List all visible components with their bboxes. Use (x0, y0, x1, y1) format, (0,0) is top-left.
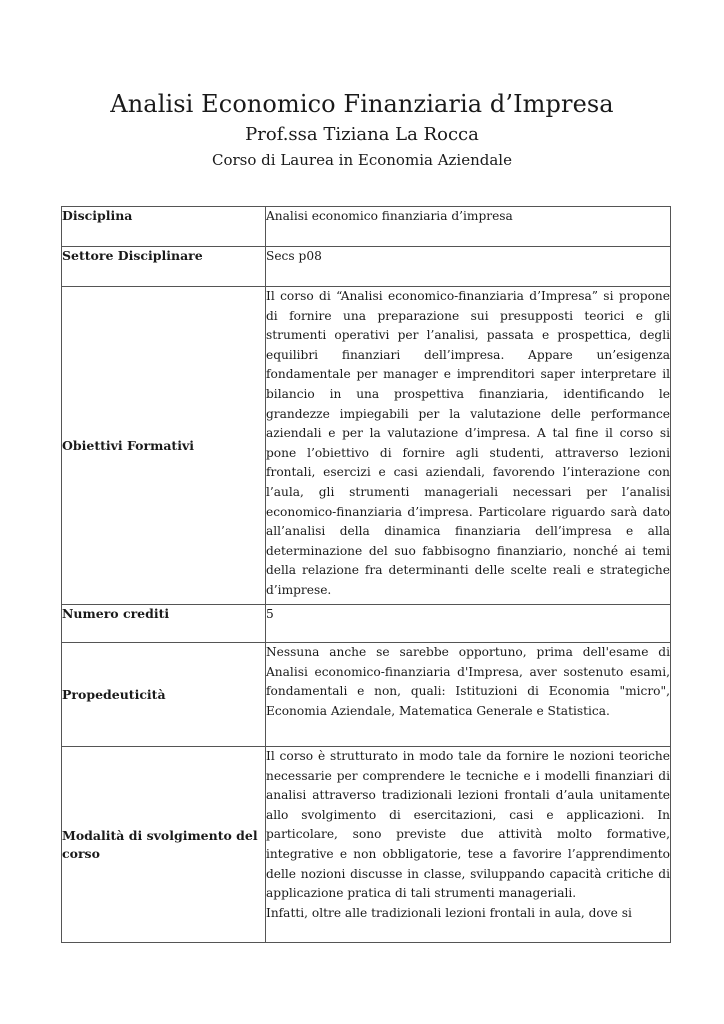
row-value-paragraph: Infatti, oltre alle tradizionali lezioni frontali in aula, dove si (266, 905, 632, 920)
table-row-propedeuticita (62, 643, 671, 747)
row-label: Settore Disciplinare (62, 247, 266, 287)
row-label: Disciplina (62, 207, 266, 247)
row-value: 5 (266, 605, 671, 643)
professor-name: Prof.ssa Tiziana La Rocca (245, 124, 479, 145)
table-row-modalita (62, 747, 671, 943)
document-header (0, 86, 724, 172)
row-value: Il corso di “Analisi economico-finanziaria d’Impresa” si propone di fornire una preparazione sui presupposti teorici e gli strumenti operativi per l’analisi, passata e prospettica, degli equilibri finanziari dell’impresa. Appare un’esigenza fondamentale per manager e imprenditori saper interpretare il bilancio in una prospettiva finanziaria, identificando le grandezze impiegabili per la valutazione delle performance aziendali e per la valutazione d’impresa. A tal fine il corso si pone l’obiettivo di fornire agli studenti, attraverso lezioni frontali, esercizi e casi aziendali, favorendo l’interazione con l’aula, gli strumenti manageriali necessari per l’analisi economico-finanziaria d’impresa. Particolare riguardo sarà dato all’analisi della dinamica finanziaria dell’impresa e alla determinazione del suo fabbisogno finanziario, nonché ai temi della relazione fra determinanti delle scelte reali e strategiche d’imprese. (266, 287, 671, 605)
row-label: Numero crediti (62, 605, 266, 643)
row-label: Modalità di svolgimento del corso (62, 747, 266, 943)
row-value: Nessuna anche se sarebbe opportuno, prima dell'esame di Analisi economico-finanziaria d'Impresa, aver sostenuto esami, fondamentali e non, quali: Istituzioni di Economia "micro", Economia Aziendale, Matematica Generale e Statistica. (266, 643, 671, 747)
table-row-crediti (62, 605, 671, 643)
table-row-disciplina (62, 207, 671, 247)
course-info-table (61, 206, 671, 943)
course-name: Corso di Laurea in Economia Aziendale (212, 151, 512, 169)
row-value-paragraph: Il corso è strutturato in modo tale da fornire le nozioni teoriche necessarie per comprendere le tecniche e i modelli finanziari di analisi attraverso tradizionali lezioni frontali d’aula unitamente allo svolgimento di esercitazioni, casi e applicazioni. In particolare, sono previste due attività molto formative, integrative e non obbligatorie, tese a favorire l’apprendimento delle nozioni discusse in classe, sviluppando capacità critiche di applicazione pratica di tali strumenti manageriali. (266, 749, 670, 901)
row-label: Obiettivi Formativi (62, 287, 266, 605)
row-value: Analisi economico finanziaria d’impresa (266, 207, 671, 247)
table-row-obiettivi (62, 287, 671, 605)
row-value: Secs p08 (266, 247, 671, 287)
table-row-settore (62, 247, 671, 287)
document-title: Analisi Economico Finanziaria d’Impresa (110, 90, 614, 118)
row-label: Propedeuticità (62, 643, 266, 747)
row-value (266, 747, 671, 943)
